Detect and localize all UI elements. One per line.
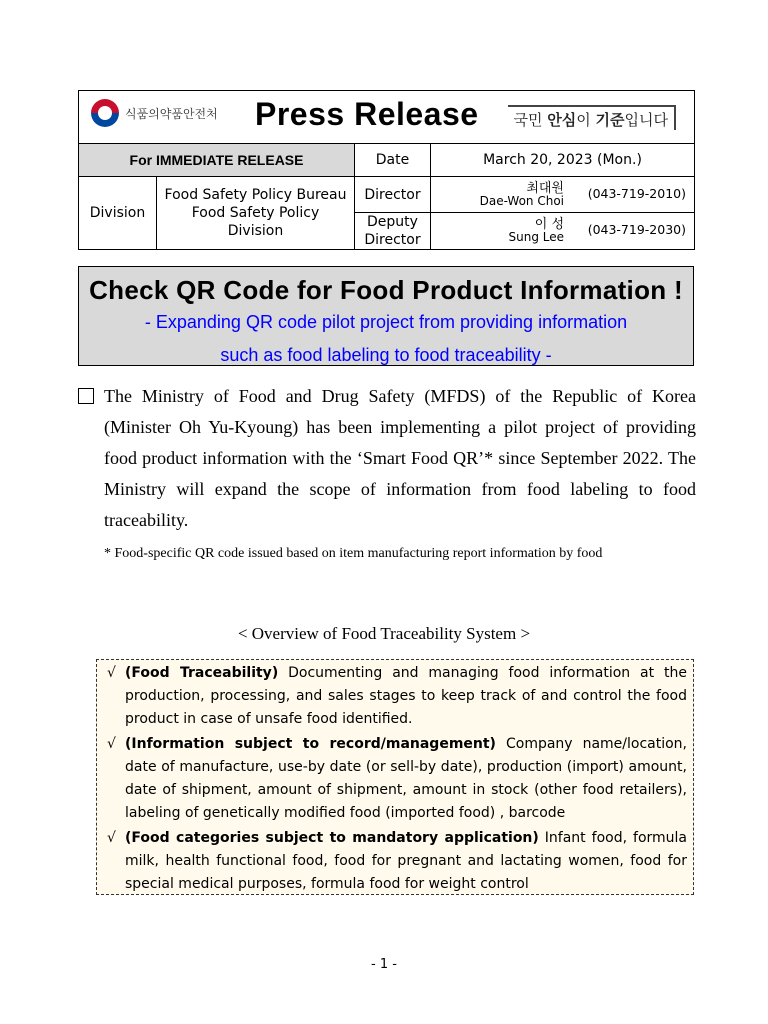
check-mark-icon: √ (107, 830, 116, 846)
date-label: Date (355, 144, 431, 177)
headline-subtitle-line1: - Expanding QR code pilot project from providing information (144, 312, 628, 332)
headline-title: Check QR Code for Food Product Information ! (89, 275, 683, 305)
deputy-director-contact (431, 213, 695, 250)
release-label: For IMMEDIATE RELEASE (79, 144, 355, 177)
page-number: - 1 - (371, 957, 397, 972)
deputy-english-name: Sung Lee (508, 230, 564, 244)
division-name: Food Safety Policy Bureau Food Safety Policy Division (157, 177, 355, 250)
overview-title: < Overview of Food Traceability System > (237, 624, 531, 643)
director-label: Director (355, 177, 431, 213)
press-release-title: Press Release (255, 96, 479, 132)
info-item-term: (Food Traceability) (125, 665, 279, 681)
check-mark-icon: √ (107, 736, 116, 752)
director-phone: (043-719-2010) (587, 186, 686, 201)
paragraph-text: The Ministry of Food and Drug Safety (MFDS) of the Republic of Korea (Minister Oh Yu-Kyoung) has been implementing a pilot project of providing food product information with the ‘Smart Food QR’* since September 2022. The Ministry will expand the scope of information from food labeling to food traceability. (104, 386, 696, 530)
division-label: Division (79, 177, 157, 250)
date-value: March 20, 2023 (Mon.) (431, 144, 695, 177)
info-item (97, 733, 693, 825)
director-contact (431, 177, 695, 213)
headline-box (78, 266, 694, 366)
director-korean-name: 최대원 (526, 181, 564, 196)
slogan: 국민 안심이 기준입니다 (508, 105, 676, 130)
info-item (97, 827, 693, 896)
header-table (78, 90, 695, 250)
taegeuk-emblem-icon (91, 99, 119, 127)
info-item-text: Infant food, formula milk, health functional food, food for pregnant and lactating women, food for special medical purposes, formula food for weight control (125, 830, 687, 892)
info-item (97, 662, 693, 731)
checkbox-bullet-icon (78, 388, 94, 404)
headline-subtitle-line2: such as food labeling to food traceability - (220, 345, 552, 365)
director-english-name: Dae-Won Choi (479, 194, 564, 208)
info-item-term: (Information subject to record/management) (125, 736, 496, 752)
title-bar (79, 91, 695, 144)
deputy-director-label: Deputy Director (355, 213, 431, 250)
traceability-info-box (96, 659, 694, 895)
info-item-text: Company name/location, date of manufacture, use-by date (or sell-by date), production (import) amount, date of shipment, amount of shipment, amount in stock (other food retailers), labeling of genetically modified food (imported food) , barcode (125, 736, 687, 821)
logo-text: 식품의약품안전처 (125, 106, 218, 121)
deputy-korean-name: 이 성 (534, 217, 564, 232)
deputy-phone: (043-719-2030) (587, 222, 686, 237)
check-mark-icon: √ (107, 665, 116, 681)
footnote: * Food-specific QR code issued based on item manufacturing report information by food (104, 546, 603, 561)
body-paragraph (78, 381, 696, 536)
info-item-term: (Food categories subject to mandatory application) (125, 830, 539, 846)
ministry-logo (91, 99, 218, 127)
info-item-text: Documenting and managing food information at the production, processing, and sales stages to keep track of and control the food product in case of unsafe food identified. (125, 665, 688, 727)
